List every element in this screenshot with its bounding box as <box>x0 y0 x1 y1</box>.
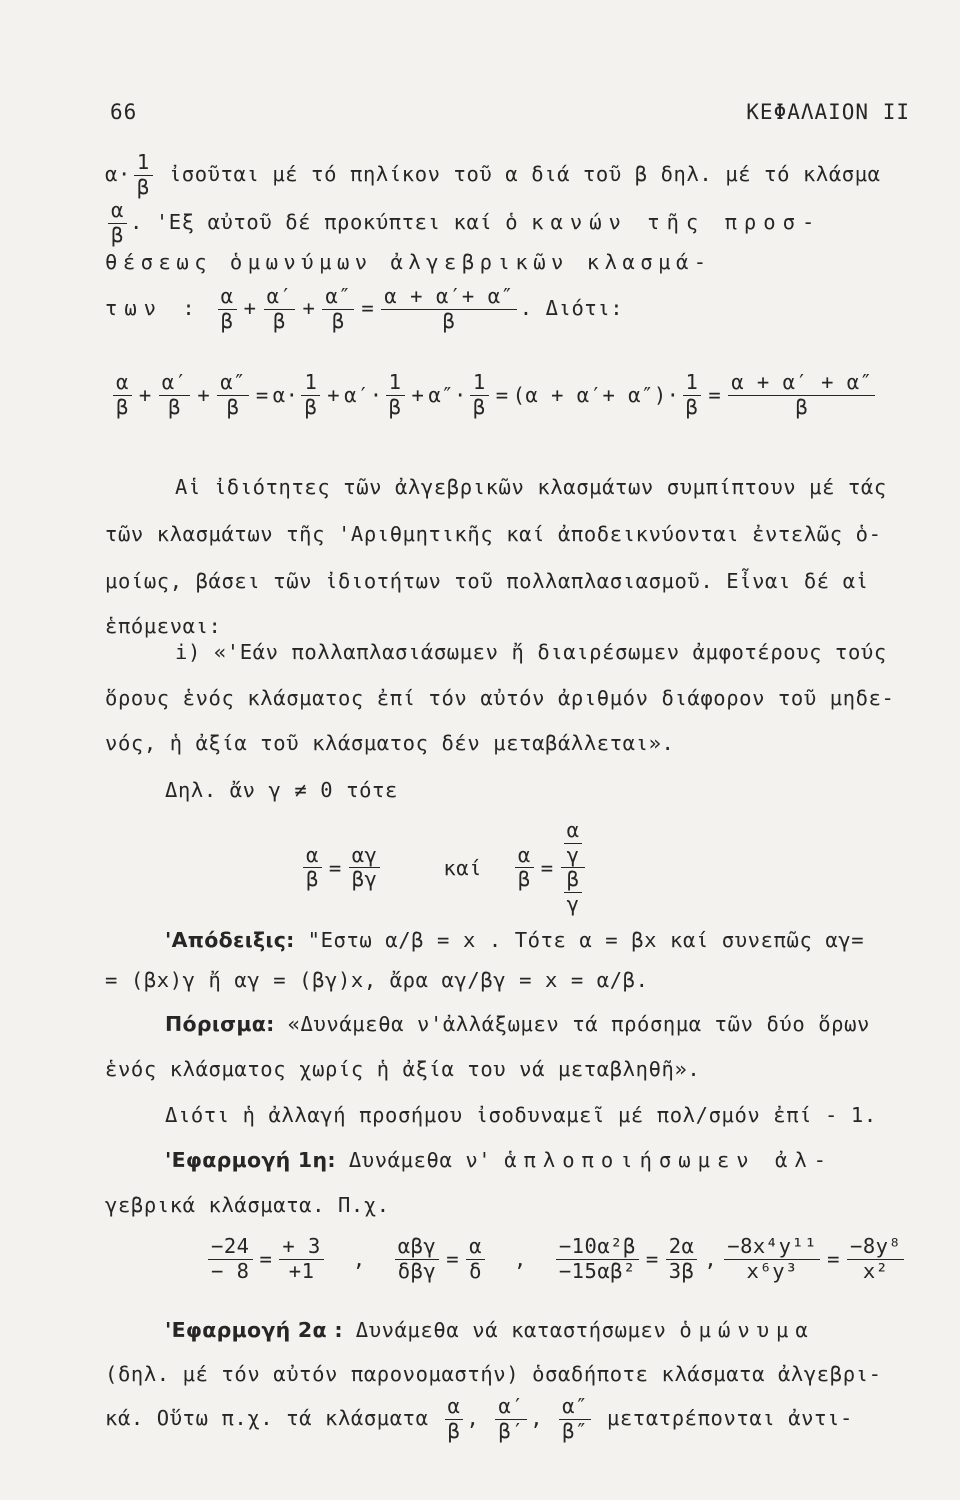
text-line: των : $\frac{\alpha}{\beta}$ + $\frac{\alpha'}{\beta}$ + $\frac{\alpha''}{\beta}$ = $\frac{\alpha + \alpha'+ \alpha''}{\beta}$ . Διότι: <box>105 284 624 333</box>
text-line: μοίως, βάσει τῶν ἰδιοτήτων τοῦ πολλαπλασιασμοῦ. Εἶναι δέ αἱ <box>105 569 869 593</box>
text-line: Αἱ ἰδιότητες τῶν ἀλγεβρικῶν κλασμάτων συμπίπτουν μέ τάς <box>175 475 887 499</box>
rule-text: νός, ἡ ἀξία τοῦ κλάσματος δέν μεταβάλλεται». <box>105 731 675 755</box>
corollary-line: Πόρισμα: «Δυνάμεθα ν'ἀλλάξωμεν τά πρόσημα τῶν δύο ὅρων <box>165 1012 870 1036</box>
page-number: 66 <box>110 100 138 124</box>
text-line: θέσεως ὁμωνύμων ἀλγεβρικῶν κλασμά- <box>105 250 712 274</box>
chapter-title: ΚΕΦΑΛΑΙΟΝ ΙΙ <box>746 100 910 124</box>
fraction: $\frac{\alpha}{\beta}$ <box>108 200 127 246</box>
application-line: κά. Οὕτω π.χ. τά κλάσματα $\frac{\alpha}{\beta}$ , $\frac{\alpha'}{\beta'}$ , $\frac{\alpha''}{\beta''}$ μετατρέπονται ἀντι- <box>105 1394 853 1443</box>
application-line: 'Εφαρμογή 2α : Δυνάμεθα νά καταστήσωμεν ὁμώνυμα <box>165 1318 815 1342</box>
text-line: Διότι ἡ ἀλλαγή προσήμου ἰσοδυναμεῖ μέ πολ/σμόν ἐπί - 1. <box>165 1103 877 1127</box>
rule-text: i) «'Εάν πολλαπλασιάσωμεν ἤ διαιρέσωμεν ἀμφοτέρους τούς <box>175 640 887 664</box>
application-line: γεβρικά κλάσματα. Π.χ. <box>105 1193 390 1217</box>
proof-line: = (βx)γ ἤ αγ = (βγ)x, ἄρα αγ/βγ = x = α/β. <box>105 968 649 992</box>
text-line: τῶν κλασμάτων τῆς 'Αριθμητικῆς καί ἀποδεικνύονται ἐντελῶς ὁ- <box>105 522 882 546</box>
application-line: 'Εφαρμογή 1η: Δυνάμεθα ν' ἁπλοποιήσωμεν ἀλ- <box>165 1148 834 1172</box>
text-line: Δηλ. ἄν γ ≠ 0 τότε <box>165 778 398 802</box>
text-line: α· $\frac{1}{\beta}$ ἰσοῦται μέ τό πηλίκον τοῦ α διά τοῦ β δηλ. μέ τό κλάσμα <box>105 150 881 199</box>
text-line: ἑπόμεναι: <box>105 614 222 638</box>
application-line: (δηλ. μέ τόν αὐτόν παρονομαστήν) ὁσαδήποτε κλάσματα ἀλγεβρι- <box>105 1362 882 1386</box>
equation-sum: $\frac{\alpha}{\beta}$ + $\frac{\alpha'}{\beta}$ + $\frac{\alpha''}{\beta}$ = α· $\frac{1}{\beta}$ + α′· $\frac{1}{\beta}$ + α″· $\frac{1}{\beta}$ = (α + α′+ α″)· $\frac{1}{\beta}$ = $\frac{\alpha + \alpha' + \alpha''}{\beta}$ <box>110 372 930 418</box>
rule-text: ὅρους ἑνός κλάσματος ἐπί τόν αὐτόν ἀριθμόν διάφορον τοῦ μηδε- <box>105 686 895 710</box>
text-line: $\frac{\alpha}{\beta}$ . 'Εξ αὐτοῦ δέ προκύπτει καί ὁ κανών τῆς προσ- <box>105 200 930 246</box>
equation-rule: $\frac{\alpha}{\beta}$ = $\frac{\alpha\gamma}{\beta\gamma}$ καί $\frac{\alpha}{\beta}$ = $\frac{\frac{\alpha}{\gamma}}{\frac{\beta}{\gamma}}$ <box>300 820 700 915</box>
fraction: $\frac{1}{\beta}$ <box>134 152 153 198</box>
proof-line: 'Απόδειξις: "Εστω α/β = x . Τότε α = βx καί συνεπῶς αγ= <box>165 928 865 952</box>
equation-examples: $\frac{-24}{- 8}$ = $\frac{+ 3}{+1}$ , $\frac{\text{αβγ}}{\text{δβγ}}$ = $\frac{\alpha}{\delta}$ , $\frac{\text{−10α²β}}{\text{−15αβ²}}$ = $\frac{2\alpha}{3\beta}$ , $\frac{\text{−8x⁴y¹¹}}{\text{x⁶y³}}$ = $\frac{\text{−8y⁸}}{\text{x²}}$ <box>205 1236 935 1282</box>
corollary-line: ἑνός κλάσματος χωρίς ἡ ἀξία του νά μεταβληθῆ». <box>105 1057 701 1081</box>
